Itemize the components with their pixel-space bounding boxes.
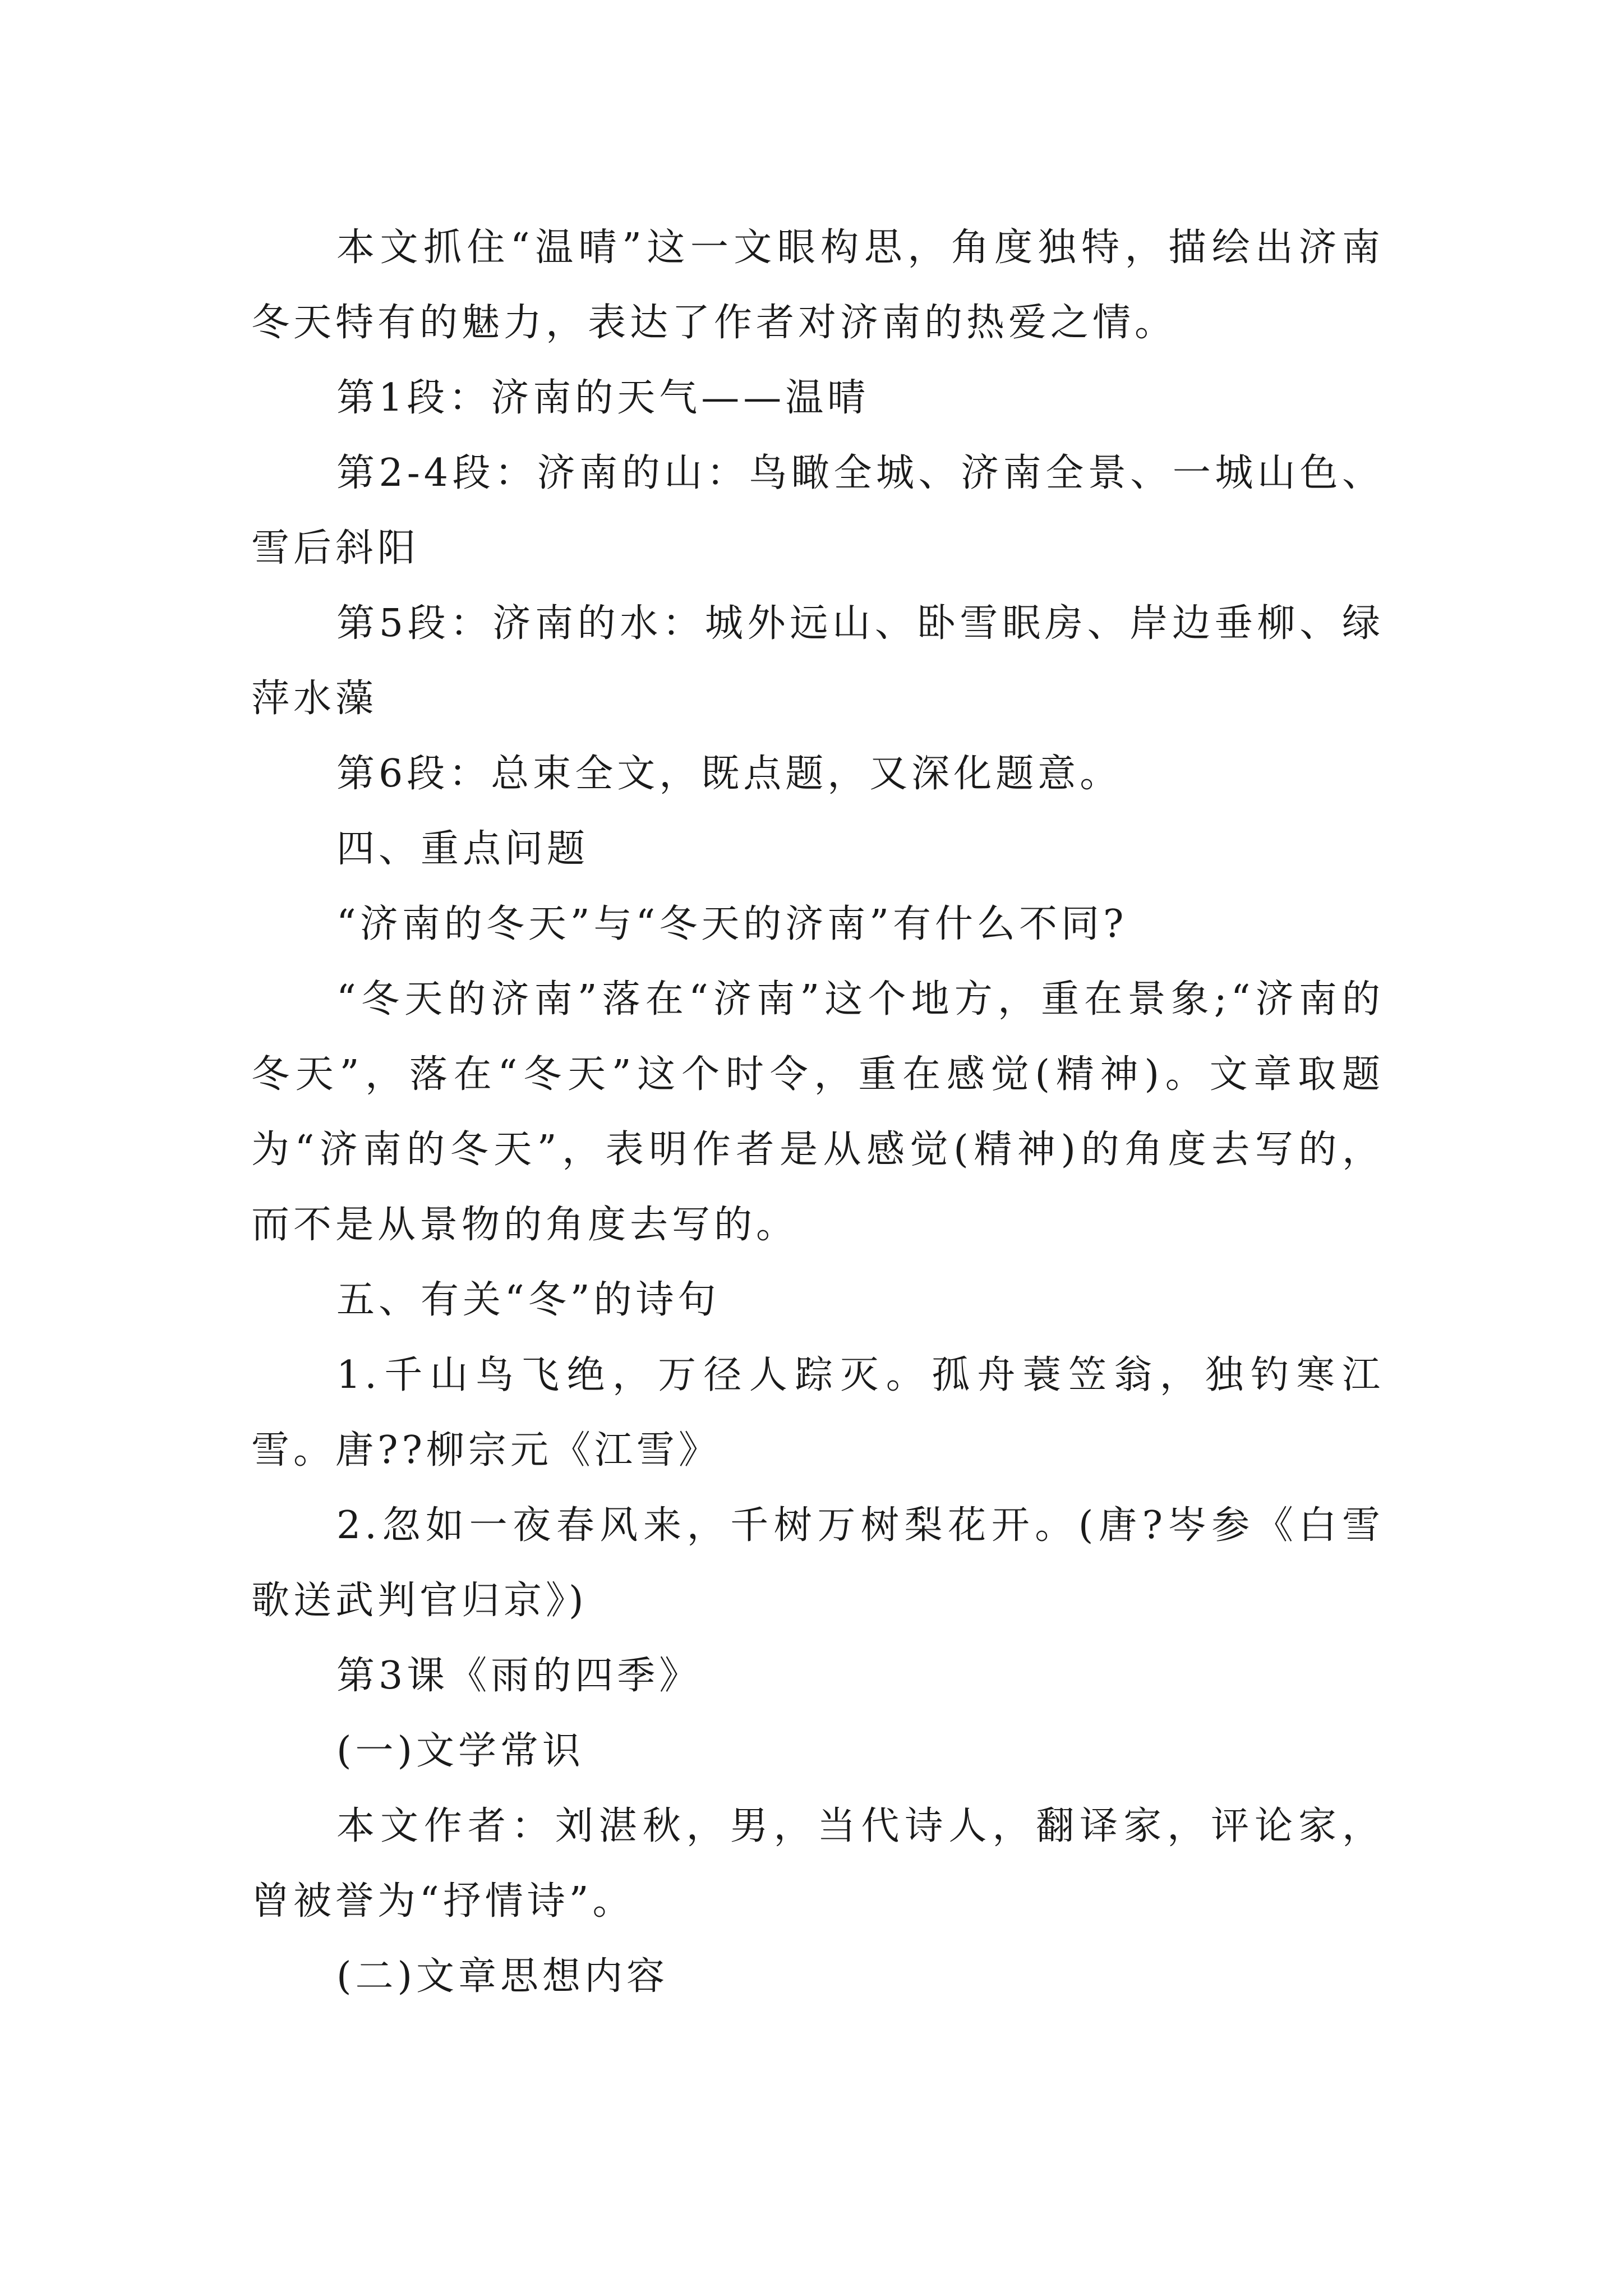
paragraph-theme-summary: 本文抓住“温晴”这一文眼构思，角度独特，描绘出济南冬天特有的魅力，表达了作者对济南的热爱之情。 [251,226,1384,345]
paragraph-answer: “冬天的济南”落在“济南”这个地方，重在景象;“济南的冬天”，落在“冬天”这个时令，重在感觉(精神)。文章取题为“济南的冬天”，表明作者是从感觉(精神)的角度去写的，而不是从景物的角度去写的。 [251,977,1384,1247]
paragraph-section-1: 第1段：济南的天气——温晴 [336,376,870,420]
paragraph-question: “济南的冬天”与“冬天的济南”有什么不同? [336,902,1128,946]
poem-item-1: 1.千山鸟飞绝，万径人踪灭。孤舟蓑笠翁，独钓寒江雪。唐??柳宗元《江雪》 [251,1353,1384,1473]
heading-lesson-3: 第3课《雨的四季》 [336,1654,702,1698]
paragraph-section-5: 第5段：济南的水：城外远山、卧雪眠房、岸边垂柳、绿萍水藻 [251,601,1384,721]
paragraph-section-6: 第6段：总束全文，既点题，又深化题意。 [336,752,1122,796]
heading-literary-knowledge: (一)文学常识 [336,1729,585,1773]
heading-content: (二)文章思想内容 [336,1954,669,1999]
poem-item-2: 2.忽如一夜春风来，千树万树梨花开。(唐?岑参《白雪歌送武判官归京》) [251,1503,1384,1623]
paragraph-section-2-4: 第2-4段：济南的山：鸟瞰全城、济南全景、一城山色、雪后斜阳 [251,451,1384,570]
heading-key-questions: 四、重点问题 [336,827,589,871]
paragraph-author: 本文作者：刘湛秋，男，当代诗人，翻译家，评论家，曾被誉为“抒情诗”。 [251,1804,1384,1924]
document-body [251,210,1384,2014]
heading-winter-poems: 五、有关“冬”的诗句 [336,1278,720,1322]
